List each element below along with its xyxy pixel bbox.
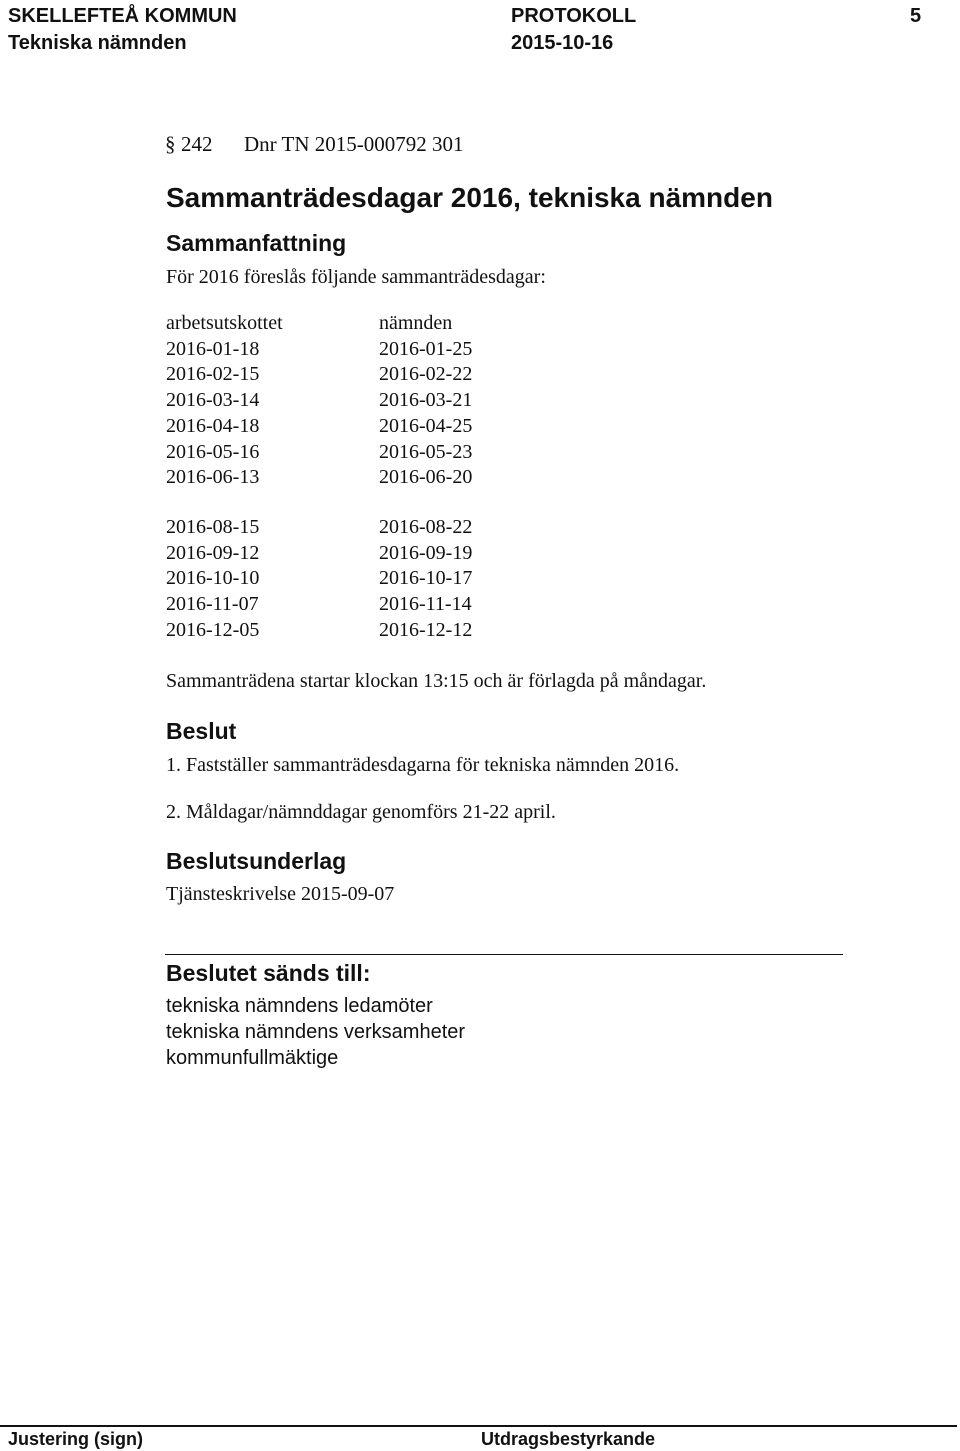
table-row	[166, 566, 579, 592]
paragraph-line	[165, 130, 464, 158]
table-row	[166, 414, 579, 440]
paragraph-symbol: §	[165, 132, 176, 156]
schedule-table	[166, 311, 579, 491]
basis-heading: Beslutsunderlag	[166, 848, 347, 874]
namnd-date: 2016-08-22	[379, 516, 473, 538]
paragraph-number: 242	[181, 132, 213, 156]
au-date: 2016-11-07	[166, 593, 259, 616]
au-date: 2016-06-13	[166, 466, 260, 489]
namnd-date: 2016-12-12	[379, 618, 473, 641]
table-row	[166, 440, 579, 466]
au-date: 2016-10-10	[166, 567, 260, 590]
committee-name: Tekniska nämnden	[8, 32, 187, 54]
list-item: tekniska nämndens verksamheter	[166, 1021, 466, 1043]
namnd-date: 2016-09-19	[379, 541, 473, 564]
namnd-date: 2016-01-25	[379, 337, 473, 360]
doc-date: 2015-10-16	[511, 32, 614, 54]
meeting-time-note: Sammanträdena startar klockan 13:15 och är förlagda på måndagar.	[166, 670, 707, 692]
footer-utdrag: Utdragsbestyrkande	[481, 1429, 656, 1449]
schedule-table-autumn	[166, 515, 579, 644]
separator-line	[165, 954, 843, 955]
list-item: kommunfullmäktige	[166, 1047, 339, 1069]
summary-intro: För 2016 föreslås följande sammanträdesdagar:	[166, 266, 546, 288]
table-row	[166, 388, 579, 414]
page-title: Sammanträdesdagar 2016, tekniska nämnden	[166, 182, 773, 213]
table-row	[166, 465, 579, 491]
decision-heading: Beslut	[166, 718, 237, 744]
doc-type: PROTOKOLL	[511, 5, 637, 27]
table-row	[166, 592, 579, 618]
au-date: 2016-12-05	[166, 618, 260, 641]
table-row	[166, 362, 579, 388]
table-row	[166, 515, 579, 541]
au-date: 2016-09-12	[166, 541, 260, 564]
org-name: SKELLEFTEÅ KOMMUN	[8, 5, 237, 27]
schedule-header-row	[166, 311, 579, 337]
summary-heading: Sammanfattning	[166, 230, 347, 256]
column-header-namnden: nämnden	[379, 312, 453, 334]
au-date: 2016-03-14	[166, 389, 260, 412]
recipient-list	[166, 993, 465, 1071]
footer-line	[0, 1425, 957, 1427]
dnr: Dnr TN 2015-000792 301	[244, 132, 464, 156]
table-row	[166, 618, 579, 644]
au-date: 2016-02-15	[166, 363, 260, 386]
column-header-au: arbetsutskottet	[166, 312, 283, 334]
namnd-date: 2016-03-21	[379, 389, 473, 412]
table-row	[166, 337, 579, 363]
au-date: 2016-05-16	[166, 440, 260, 463]
au-date: 2016-08-15	[166, 516, 260, 538]
decision-item-1: 1. Fastställer sammanträdesdagarna för tekniska nämnden 2016.	[166, 754, 680, 776]
namnd-date: 2016-11-14	[379, 593, 472, 616]
namnd-date: 2016-04-25	[379, 414, 473, 437]
namnd-date: 2016-05-23	[379, 440, 473, 463]
page-number: 5	[910, 5, 922, 27]
au-date: 2016-01-18	[166, 337, 260, 360]
basis-text: Tjänsteskrivelse 2015-09-07	[166, 883, 395, 905]
footer-justering: Justering (sign)	[8, 1429, 144, 1449]
list-item: tekniska nämndens ledamöter	[166, 995, 433, 1017]
sent-to-heading: Beslutet sänds till:	[166, 960, 371, 986]
decision-item-2: 2. Måldagar/nämnddagar genomförs 21-22 april.	[166, 801, 556, 823]
namnd-date: 2016-02-22	[379, 363, 473, 386]
table-row	[166, 541, 579, 567]
au-date: 2016-04-18	[166, 414, 260, 437]
namnd-date: 2016-06-20	[379, 466, 473, 489]
namnd-date: 2016-10-17	[379, 567, 473, 590]
